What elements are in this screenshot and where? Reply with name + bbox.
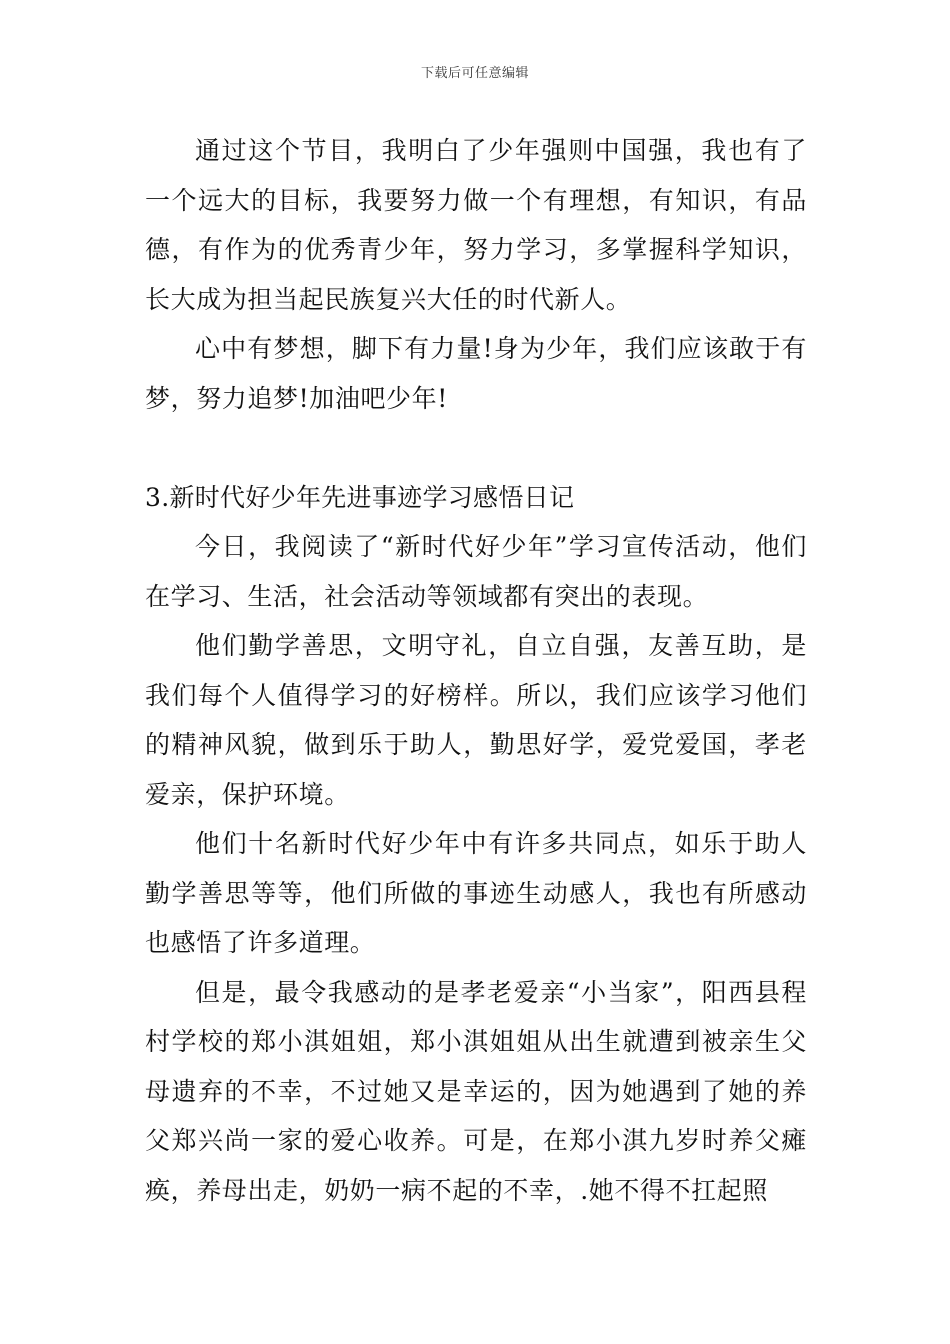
section-spacer — [145, 423, 807, 473]
paragraph: 通过这个节目，我明白了少年强则中国强，我也有了一个远大的目标，我要努力做一个有理想，有知识，有品德，有作为的优秀青少年，努力学习，多掌握科学知识，长大成为担当起民族复兴大任的时代新人。 — [145, 136, 807, 314]
paragraph: 但是，最令我感动的是孝老爱亲“小当家”，阳西县程村学校的郑小淇姐姐，郑小淇姐姐从出生就遭到被亲生父母遗弃的不幸，不过她又是幸运的，因为她遇到了她的养父郑兴尚一家的爱心收养。可是，在郑小淇九岁时养父瘫痪，养母出走，奶奶一病不起的不幸，.她不得不扛起照 — [145, 977, 807, 1205]
section-heading: 3.新时代好少年先进事迹学习感悟日记 — [145, 482, 575, 512]
paragraph: 心中有梦想，脚下有力量!身为少年，我们应该敢于有梦，努力追梦!加油吧少年! — [145, 334, 807, 413]
document-body — [145, 126, 807, 1215]
paragraph: 他们勤学善思，文明守礼，自立自强，友善互助，是我们每个人值得学习的好榜样。所以，我们应该学习他们的精神风貌，做到乐于助人，勤思好学，爱党爱国，孝老爱亲，保护环境。 — [145, 631, 807, 809]
page-header-note: 下载后可任意编辑 — [420, 66, 529, 81]
paragraph: 他们十名新时代好少年中有许多共同点，如乐于助人勤学善思等等，他们所做的事迹生动感人，我也有所感动也感悟了许多道理。 — [145, 829, 807, 957]
paragraph: 今日，我阅读了“新时代好少年”学习宣传活动，他们在学习、生活，社会活动等领域都有突出的表现。 — [145, 532, 807, 611]
